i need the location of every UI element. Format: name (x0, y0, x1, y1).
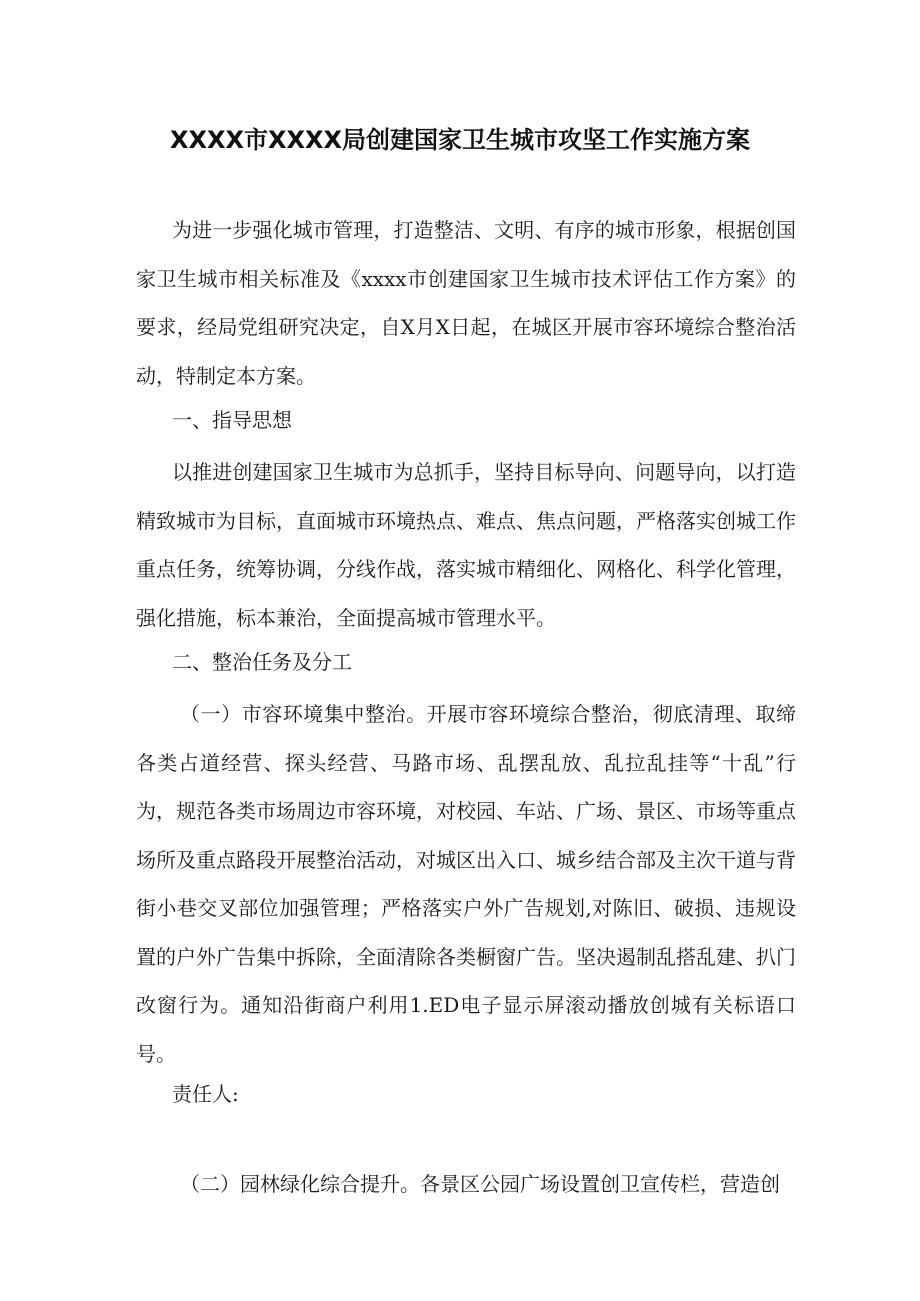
task-1-responsible-label: 责任人: (172, 1082, 239, 1106)
document-title: XXXX市XXXX局创建国家卫生城市攻坚工作实施方案 (169, 126, 751, 154)
guiding-ideology-paragraph: 以推进创建国家卫生城市为总抓手，坚持目标导向、问题导向，以打造精致城市为目标，直面城市环境热点、难点、焦点问题，严格落实创城工作重点任务，统筹协调，分线作战，落实城市精细化、网格化、科学化管理，强化措施，标本兼治，全面提高城市管理水平。 (136, 460, 796, 630)
section-heading-guiding-ideology: 一、指导思想 (172, 408, 292, 432)
task-2-paragraph: （二）园林绿化综合提升。各景区公园广场设置创卫宣传栏，营造创 (180, 1172, 780, 1196)
intro-paragraph: 为进一步强化城市管理，打造整洁、文明、有序的城市形象，根据创国家卫生城市相关标准及《xxxx市创建国家卫生城市技术评估工作方案》的要求，经局党组研究决定，自X月X日起，在城区开展市容环境综合整治活动，特制定本方案。 (136, 218, 796, 388)
task-1-paragraph: （一）市容环境集中整治。开展市容环境综合整治，彻底清理、取缔各类占道经营、探头经营、马路市场、乱摆乱放、乱拉乱挂等“十乱”行为，规范各类市场周边市容环境，对校园、车站、广场、景区、市场等重点场所及重点路段开展整治活动，对城区出入口、城乡结合部及主次干道与背街小巷交叉部位加强管理；严格落实户外广告规划,对陈旧、破损、违规设置的户外广告集中拆除，全面清除各类橱窗广告。坚决遏制乱搭乱建、扒门改窗行为。通知沿街商户利用1.ED电子显示屏滚动播放创城有关标语口号。 (136, 702, 796, 1066)
section-heading-tasks: 二、整治任务及分工 (172, 650, 352, 674)
